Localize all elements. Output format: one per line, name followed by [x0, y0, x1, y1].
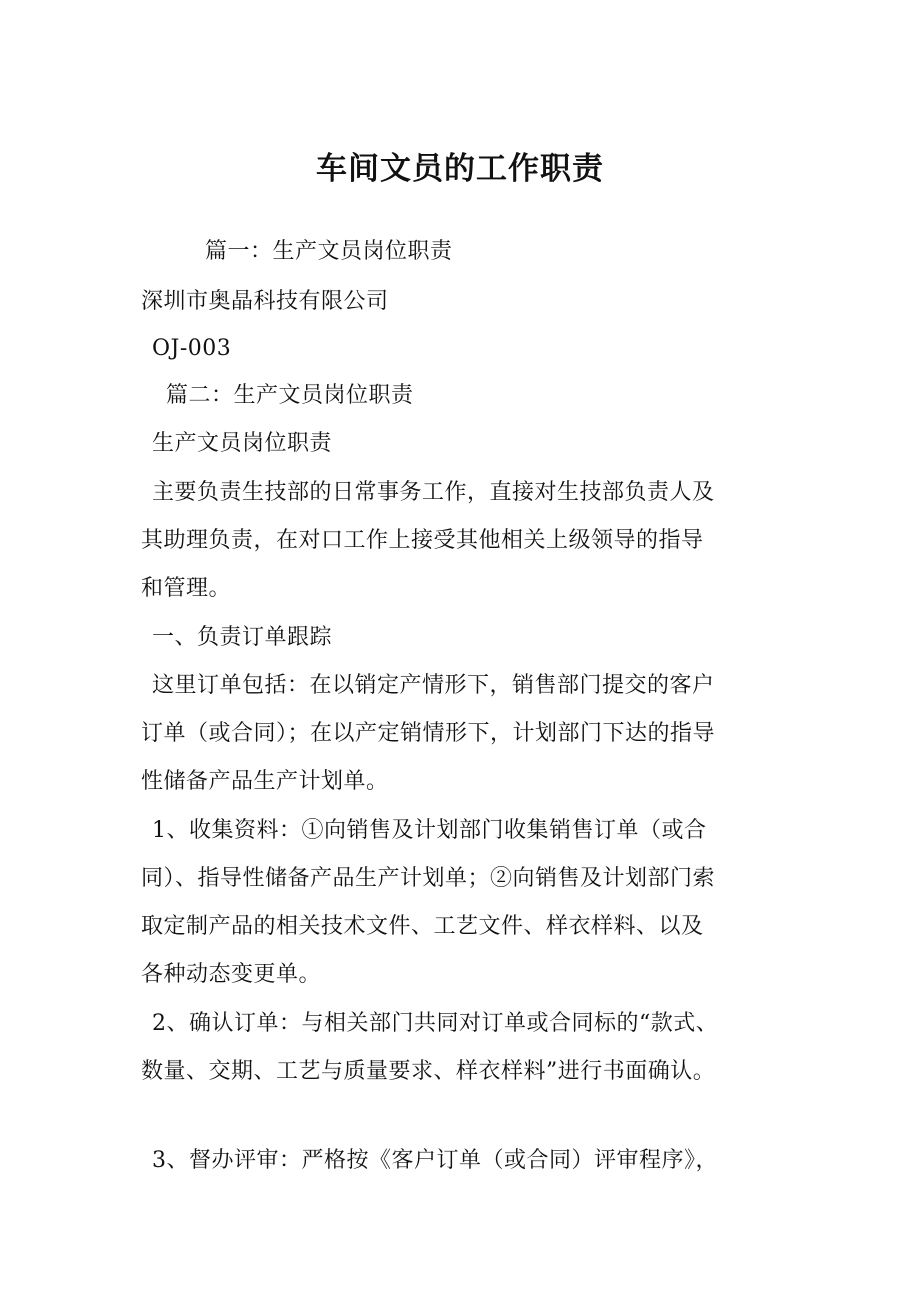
paragraph-line: 数量、交期、工艺与质量要求、样衣样料”进行书面确认。	[141, 1059, 716, 1084]
document-title: 车间文员的工作职责	[316, 151, 604, 187]
paragraph-line: 各种动态变更单。	[141, 962, 322, 987]
company-name: 深圳市奥晶科技有限公司	[141, 289, 389, 314]
section-heading-2: 篇二：生产文员岗位职责	[166, 383, 414, 408]
document-code: OJ-003	[152, 336, 232, 361]
section-heading-1: 篇一：生产文员岗位职责	[205, 239, 453, 264]
paragraph-line: 和管理。	[141, 576, 232, 601]
paragraph-line: 其助理负责，在对口工作上接受其他相关上级领导的指导	[141, 528, 704, 553]
paragraph-line: 同）、指导性储备产品生产计划单；②向销售及计划部门索	[141, 866, 716, 891]
subheading-job-duties: 生产文员岗位职责	[152, 431, 333, 456]
paragraph-line: 2、确认订单：与相关部门共同对订单或合同标的“款式、	[152, 1011, 719, 1036]
paragraph-line: 1、收集资料：①向销售及计划部门收集销售订单（或合	[152, 818, 707, 843]
paragraph-line: 这里订单包括：在以销定产情形下，销售部门提交的客户	[152, 673, 715, 698]
paragraph-line: 性储备产品生产计划单。	[141, 769, 389, 794]
paragraph-line: 3、督办评审：严格按《客户订单（或合同）评审程序》，	[152, 1148, 718, 1173]
paragraph-line: 订单（或合同）；在以产定销情形下，计划部门下达的指导	[141, 721, 716, 746]
item-heading-order-tracking: 一、负责订单跟踪	[152, 625, 333, 650]
paragraph-line: 取定制产品的相关技术文件、工艺文件、样衣样料、以及	[141, 914, 704, 939]
paragraph-line: 主要负责生技部的日常事务工作，直接对生技部负责人及	[152, 480, 715, 505]
